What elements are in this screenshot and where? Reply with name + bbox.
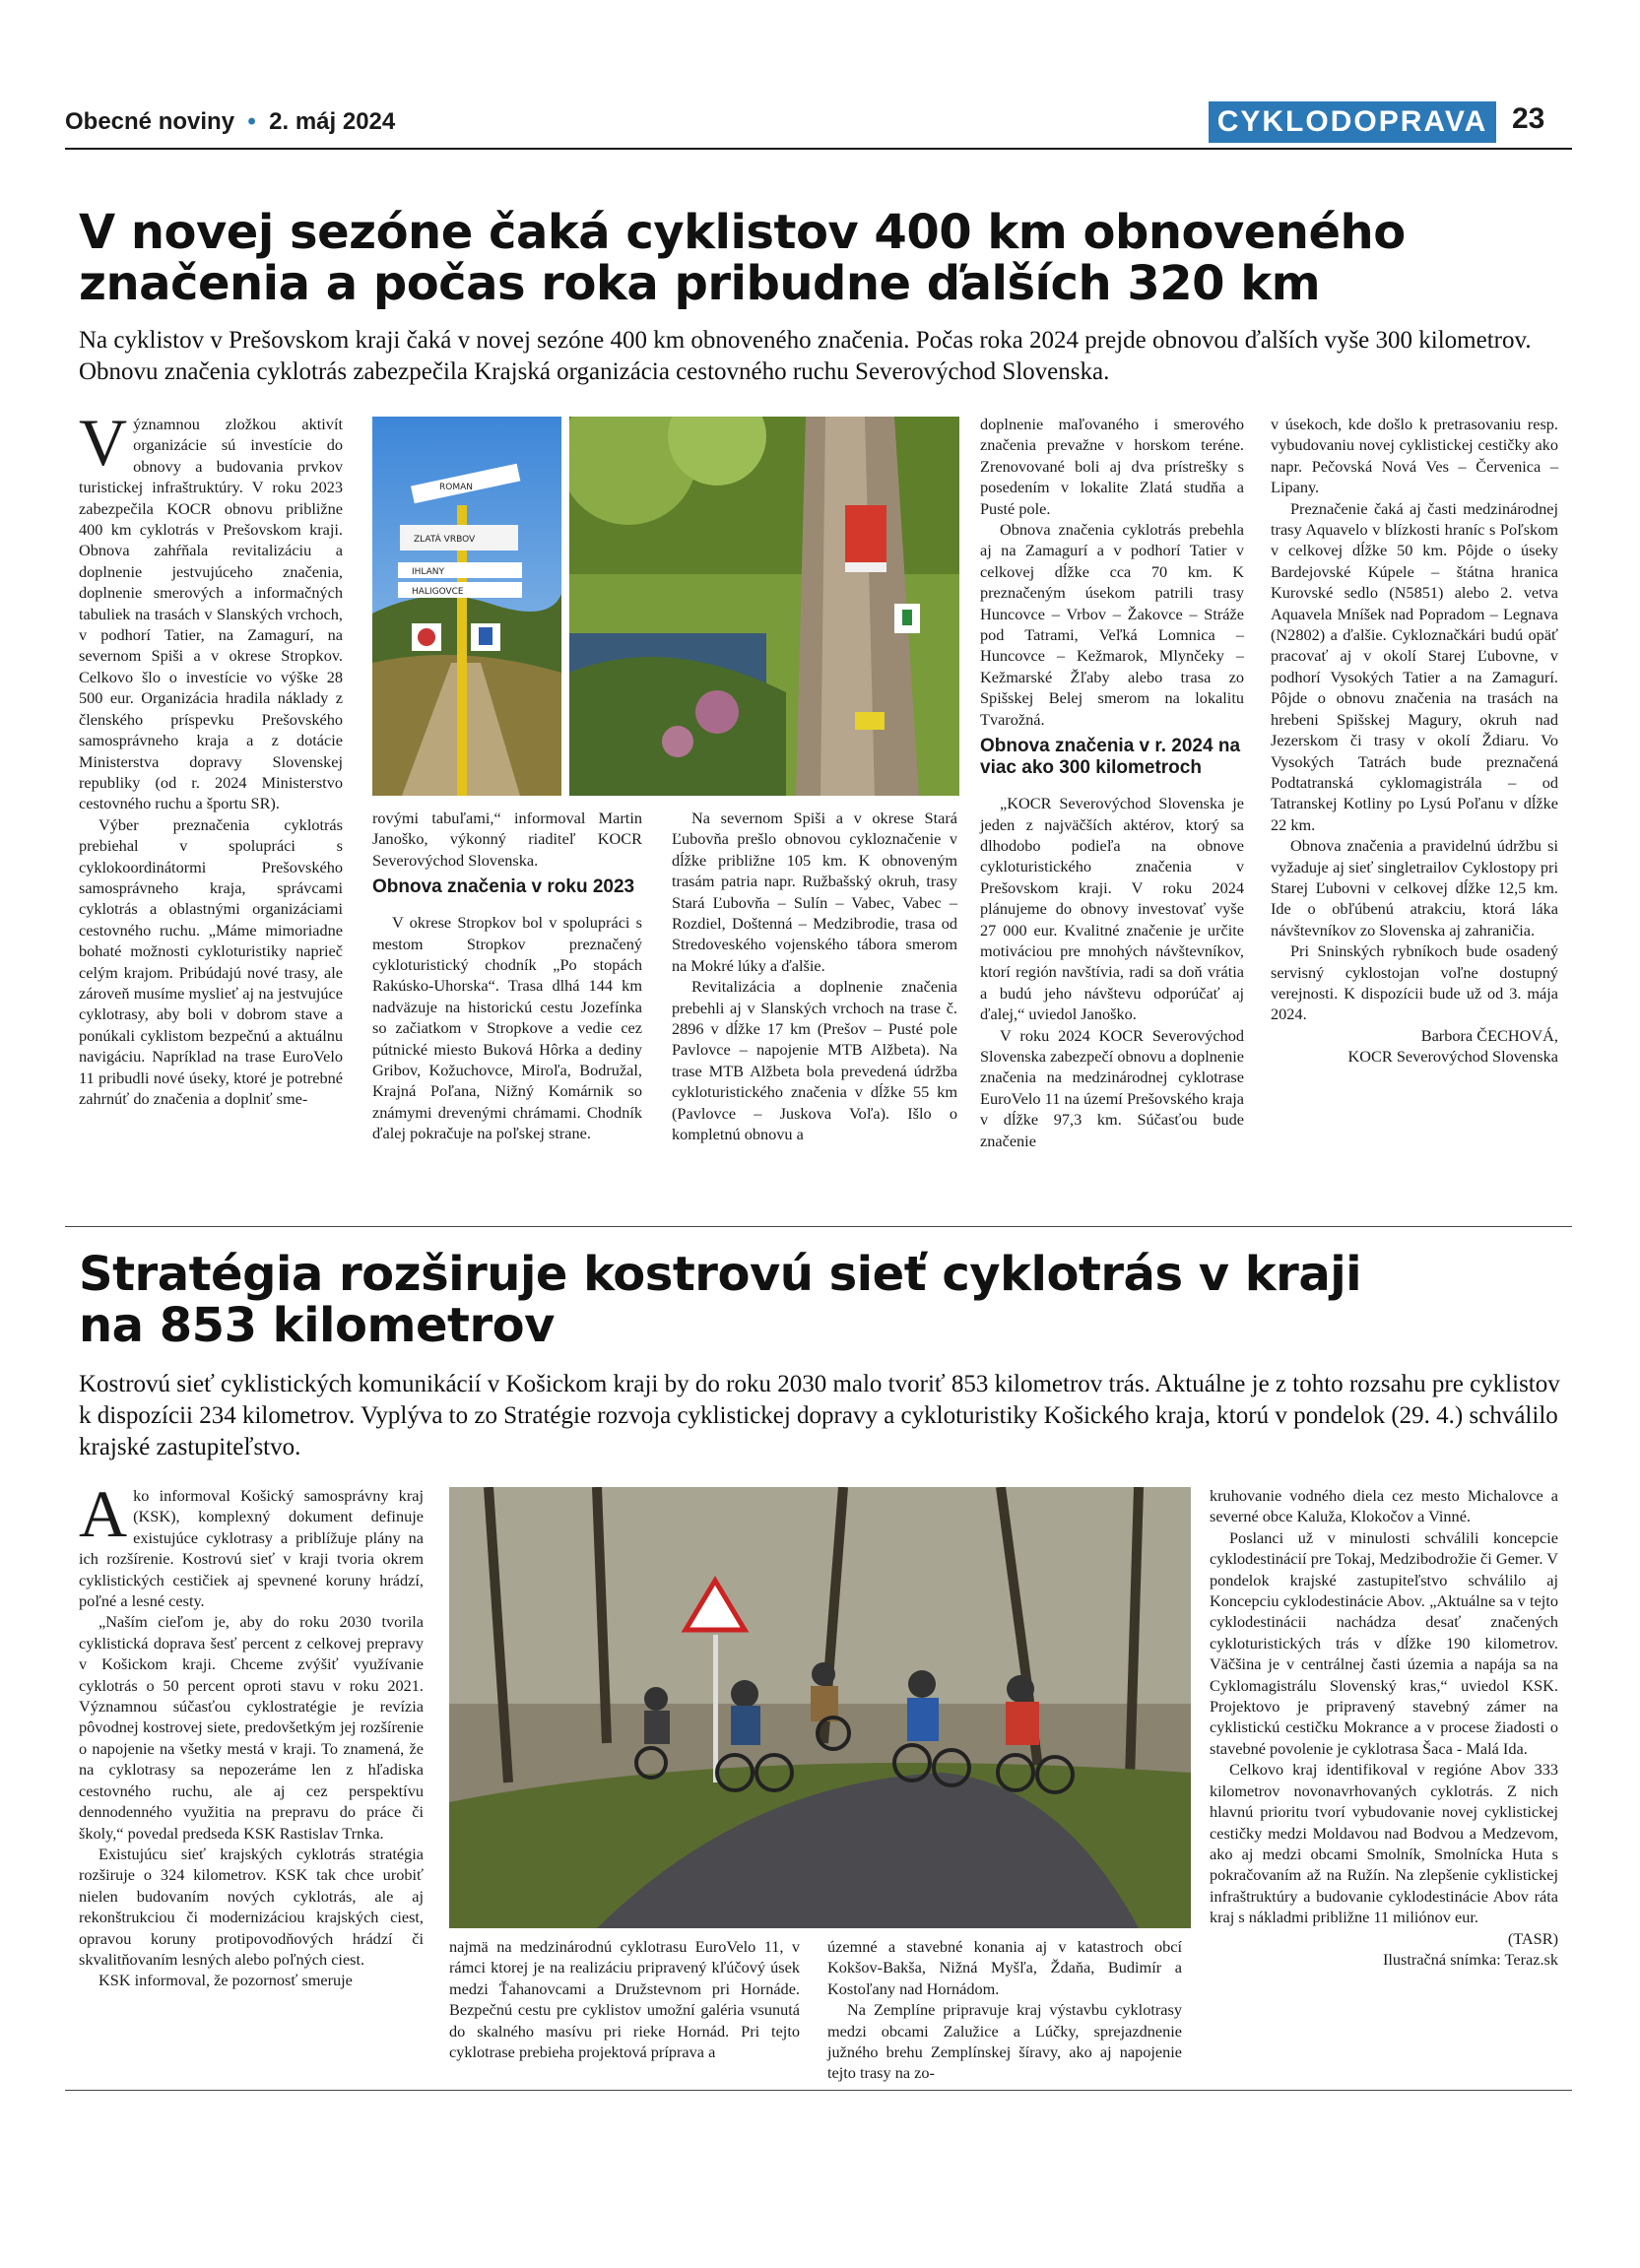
issue-date: 2. máj 2024 xyxy=(269,108,396,135)
article1-column-1 xyxy=(79,405,343,1109)
header-rule xyxy=(65,148,1572,150)
paragraph: Poslanci už v minulosti schválili koncepcie cyklodestinácií pre Tokaj, Medzibodrožie či Gemer. V pondelok krajské zastupiteľstvo schválilo aj Koncepciu cyklodestinácie Abov. „Aktuálne sa v tejto cyklodestinácii nachádza desať značených cykloturistických trás v dĺžke 190 kilometrov. Väčšina je v centrálnej časti územia a napája sa na Cyklomagistrálu Slovenský kras,“ uviedol KSK. Projektovo je pripravený stavebný zámer na cyklistickú cestičku Mokrance a v procese žiadosti o stavebné povolenie je cyklotrasa Šaca - Malá Ida. xyxy=(1210,1527,1558,1758)
paragraph: Existujúcu sieť krajských cyklotrás stratégia rozširuje o 324 kilometrov. KSK tak chce urobiť nielen budovaním nových cyklotrás, ale aj rekonštrukciou či modernizáciou krajských ciest, opravou koruny protipovodňových hrádzí či skvalitňovaním lesných alebo poľných ciest. xyxy=(79,1844,424,1969)
page-number: 23 xyxy=(1512,102,1545,135)
source: (TASR) xyxy=(1507,1928,1558,1948)
photo-marked-tree xyxy=(569,417,959,796)
headline-line-1: Stratégia rozširuje kostrovú sieť cyklotrás v kraji xyxy=(79,1247,1362,1302)
article2-column-4 xyxy=(1210,1485,1558,1970)
paper-name: Obecné noviny xyxy=(65,108,235,135)
paragraph: doplnenie maľovaného i smerového značenia prevažne v horskom teréne. Zrenovované boli aj dva prístrešky s posedením v lokalite Zlatá studňa a Pusté pole. xyxy=(980,415,1244,518)
headline-line-2: na 853 kilometrov xyxy=(79,1298,555,1353)
headline-line-1: V novej sezóne čaká cyklistov 400 km obnoveného xyxy=(79,205,1406,260)
bottom-rule xyxy=(65,2090,1572,2091)
masthead xyxy=(65,108,395,136)
article1-column-5 xyxy=(1271,414,1558,1068)
subheading: Obnova značenia v r. 2024 na viac ako 300 kilometroch xyxy=(980,736,1241,779)
paragraph: v úsekoch, kde došlo k pretrasovaniu resp. vybudovaniu novej cyklistickej cestičky ako napr. Pečovská Nová Ves – Červenica – Lipany. xyxy=(1271,415,1558,497)
paragraph: Preznačenie čaká aj časti medzinárodnej trasy Aquavelo v blízkosti hraníc s Poľskom v celkovej dĺžke 50 km. Pôjde o úseky Bardejovské Kúpele – štátna hranica Kurovské sedlo (N5851) alebo 2. vetva Aquavela Mníšek nad Popradom – Legnava (N2802) a ďalšie. Cykloznačkári budú opäť pracovať aj v okolí Starej Ľubovne, v podhorí Vysokých Tatier a na Zamagurí. Pôjde o obnovu značenia na trasách na hrebeni Spišskej Magury, okruh nad Jezerskom či trasy v okolí Ždiaru. Vo Vysokých Tatrách bude preznačená Podtatranská cyklomagistrála – od Tatranskej Kotliny po Lysú Poľanu v dĺžke 22 km. xyxy=(1271,498,1558,834)
paragraph: Na Zemplíne pripravuje kraj výstavbu cyklotrasy medzi obcami Zalužice a Lúčky, sprejazdnenie južného brehu Zemplínskej šíravy, ako aj napojenie tejto trasy na zo- xyxy=(827,2000,1182,2083)
sign-label: HALIGOVCE xyxy=(412,587,464,597)
paragraph: rovými tabuľami,“ informoval Martin Janoško, výkonný riaditeľ KOCR Severovýchod Slovenska. xyxy=(372,809,642,870)
article1-column-3 xyxy=(672,808,957,1145)
paragraph: kruhovanie vodného diela cez mesto Michalovce a severné obce Kaluža, Klokočov a Vinné. xyxy=(1210,1486,1558,1526)
headline-line-2: značenia a počas roka pribudne ďalších 320 km xyxy=(79,256,1321,311)
dropcap: V xyxy=(79,405,128,480)
paragraph: KSK informoval, že pozornosť smeruje xyxy=(98,1971,353,1990)
paragraph: „KOCR Severovýchod Slovenska je jeden z najväčších aktérov, ktorý sa dlhodobo podieľa na obnove cykloturistického značenia v Prešovskom kraji. V roku 2024 plánujeme do obnovy investovať vyše 27 000 eur. Kvalitné značenie je určite motiváciou pre mnohých návštevníkov, ktorí región navštívia, radi sa doň vrátia a budú jeho návštevu odporúčať aj ďalej,“ uviedol Janoško. xyxy=(980,794,1244,1024)
article2-headline xyxy=(79,1249,1576,1351)
paragraph: ýznamnou zložkou aktivít organizácie sú investície do obnovy a budovania prvkov turistickej infraštruktúry. V roku 2023 zabezpečila KOCR obnovu približne 400 km cyklotrás v Prešovskom kraji. Obnova zahŕňala revitalizáciu a doplnenie jestvujúceho značenia, doplnenie smerových a informačných tabuliek na trasách v Slanských vrchoch, v podhorí Tatier, na Zamagurí, na severnom Spiši a v okrese Stropkov. Celkovo šlo o investície vo výške 28 500 eur. Organizácia hradila náklady z členského príspevku Prešovského samosprávneho kraja a z dotácie Ministerstva dopravy Slovenskej republiky (od r. 2024 Ministerstvo cestovného ruchu a športu SR). xyxy=(79,415,343,813)
paragraph: najmä na medzinárodnú cyklotrasu EuroVelo 11, v rámci ktorej je na realizáciu pripravený kľúčový úsek medzi Ťahanovcami a Družstevnom pri Hornáde. Bezpečnú cestu pre cyklistov umožní galéria vsunutá do skalného masívu pri rieke Hornád. Pri tejto cyklotrase prebieha projektová príprava a xyxy=(449,1937,800,2062)
paragraph: Na severnom Spiši a v okrese Stará Ľubovňa prešlo obnovou cykloznačenie v dĺžke približne 105 km. K obnoveným trasám patria napr. Ružbašský okruh, trasy Stará Ľubovňa – Sulín – Vabec, Vabec – Rozdiel, Doštenná – Medzibrodie, trasa od Stredoveského vojenského tábora smerom na Mokré lúky a ďalšie. xyxy=(672,809,957,975)
photo-cyclists xyxy=(449,1487,1191,1928)
paragraph: „Naším cieľom je, aby do roku 2030 tvorila cyklistická doprava šesť percent z celkovej prepravy v Košickom kraji. Chceme zvýšiť využívanie cyklotrás o 50 percent oproti stavu v roku 2021. Významnou súčasťou cyklostratégie je revízia pôvodnej kostrovej siete, predovšetkým jej rozšírenie o napojenie na všetky mestá v kraji. To znamená, že na cyklotrasy sa nepozeráme len z hľadiska cestovného ruchu, ale aj cez perspektívu dennodenného využitia na prepravu do práce či školy,“ povedal predseda KSK Rastislav Trnka. xyxy=(79,1612,424,1843)
article1-column-2 xyxy=(372,808,642,1144)
section-badge: CYKLODOPRAVA xyxy=(1209,101,1496,143)
paragraph: ko informoval Košický samosprávny kraj (KSK), komplexný dokument definuje existujúce cyklotrasy a priblížuje plány na ich rozšírenie. Kostrovú sieť v kraji tvoria okrem cyklistických cestičiek aj spevnené koruny hrádzí, poľné a lesné cesty. xyxy=(79,1486,424,1611)
article1-column-4 xyxy=(980,414,1244,1151)
article2-lead: Kostrovú sieť cyklistických komunikácií v Košickom kraji by do roku 2030 malo tvoriť 853 kilometrov trás. Aktuálne je z tohto rozsahu pre cyklistov k dispozícii 234 kilometrov. Vyplýva to zo Stratégie rozvoja cyklistickej dopravy a cykloturistiky Košického kraja, ktorú v pondelok (29. 4.) schválilo krajské zastupiteľstvo. xyxy=(79,1371,1560,1460)
article2-column-1 xyxy=(79,1476,424,1991)
sign-label: IHLANY xyxy=(412,567,445,577)
article-divider xyxy=(65,1226,1572,1227)
paragraph: V okrese Stropkov bol v spolupráci s mestom Stropkov preznačený cykloturistický chodník „Po stopách Rakúsko-Uhorska“. Trasa dlhá 144 km nadväzuje na historickú cestu Jozefínka so začiatkom v Stropkove a vedie cez pútnické miesto Buková Hôrka a dediny Gribov, Kožuchovce, Miroľa, Bodružal, Krajná Poľana, Nižný Komárnik so známymi drevenými chrámami. Chodník ďalej pokračuje na poľskej strane. xyxy=(372,913,642,1143)
author: Barbora ČECHOVÁ, xyxy=(1420,1025,1558,1045)
dropcap: A xyxy=(79,1476,128,1551)
sign-label: ZLATÁ VRBOV xyxy=(414,535,476,545)
photo-signpost xyxy=(372,417,561,796)
article2-column-3 xyxy=(827,1936,1182,2084)
paragraph: Pri Sninských rybníkoch bude osadený servisný cyklostojan voľne dostupný verejnosti. K dispozícii bude už od 3. mája 2024. xyxy=(1271,941,1558,1024)
article2-column-2 xyxy=(449,1936,800,2062)
sign-label: ROMAN xyxy=(439,483,473,492)
paragraph: územné a stavebné konania aj v katastroch obcí Kokšov-Bakša, Nižná Myšľa, Ždaňa, Budimír a Kostoľany nad Hornádom. xyxy=(827,1937,1182,1998)
paragraph: Obnova značenia a pravidelnú údržbu si vyžaduje aj sieť singletrailov Cyklostopy pri Starej Ľubovni v celkovej dĺžke 12,5 km. Ide o obľúbenú atrakciu, ktorá láka návštevníkov zo Slovenska aj zahraničia. xyxy=(1271,836,1558,940)
paragraph: V roku 2024 KOCR Severovýchod Slovenska zabezpečí obnovu a doplnenie značenia na medzinárodnej cyklotrase EuroVelo 11 na území Prešovského kraja v dĺžke 97,3 km. Súčasťou bude značenie xyxy=(980,1025,1244,1150)
article1-headline xyxy=(79,207,1576,309)
article1-lead: Na cyklistov v Prešovskom kraji čaká v novej sezóne 400 km obnoveného značenia. Počas roka 2024 prejde obnovou ďalších vyše 300 kilometrov. Obnovu značenia cyklotrás zabezpečila Krajská organizácia cestovného ruchu Severovýchod Slovenska. xyxy=(79,327,1532,385)
paragraph: Celkovo kraj identifikoval v regióne Abov 333 kilometrov novonavrhovaných cyklotrás. Z nich hlavnú prioritu tvorí vybudovanie novej cyklistickej cestičky medzi Moldavou nad Bodvou a Medzevom, ako aj medzi obcami Smolník, Smolnícka Huta s pokračovaním až na Ružín. Na zlepšenie cyklistickej infraštruktúry a budovanie cyklodestinácie Abov ráta kraj s nákladmi približne 11 miliónov eur. xyxy=(1210,1760,1558,1927)
subheading: Obnova značenia v roku 2023 xyxy=(372,876,635,898)
paragraph: Obnova značenia cyklotrás prebehla aj na Zamagurí a v podhorí Tatier v celkovej dĺžke cca 70 km. K preznačeným úsekom patrili trasy Huncovce – Vrbov – Žakovce – Stráže pod Tatrami, Veľká Lomnica – Huncovce – Kežmarok, Mlynčeky – Kežmarské Žľaby alebo trasa zo Spišskej Belej smerom na lokalitu Tvarožná. xyxy=(980,520,1244,729)
paragraph: Výber preznačenia cyklotrás prebiehal v spolupráci s cyklokoordinátormi Prešovského samosprávneho kraja, správcami cyklotrás a oblastnými organizáciami cestovného ruchu. „Máme mimoriadne bohaté možnosti cykloturistiky naprieč celým krajom. Pribúdajú nové trasy, ale zároveň musíme myslieť aj na jestvujúce cyklotrasy, aby boli v dobrom stave a ponúkali cyklistom bezpečnú a aktuálnu navigáciu. Napríklad na trase EuroVelo 11 pribudli nové úseky, ktoré je potrebné zahrnúť do značenia a doplniť sme- xyxy=(79,814,343,1108)
photo-credit: Ilustračná snímka: Teraz.sk xyxy=(1382,1949,1558,1969)
author-organization: KOCR Severovýchod Slovenska xyxy=(1347,1047,1558,1067)
paragraph: Revitalizácia a doplnenie značenia prebehli aj v Slanských vrchoch na trase č. 2896 v dĺžke 17 km (Prešov – Pusté pole Pavlovce – napojenie MTB Alžbeta). Na trase MTB Alžbeta bola prevedená údržba cykloturistického značenia v dĺžke 55 km (Pavlovce – Juskova Voľa). Išlo o kompletnú obnovu a xyxy=(672,977,957,1144)
separator-dot: • xyxy=(240,108,263,135)
